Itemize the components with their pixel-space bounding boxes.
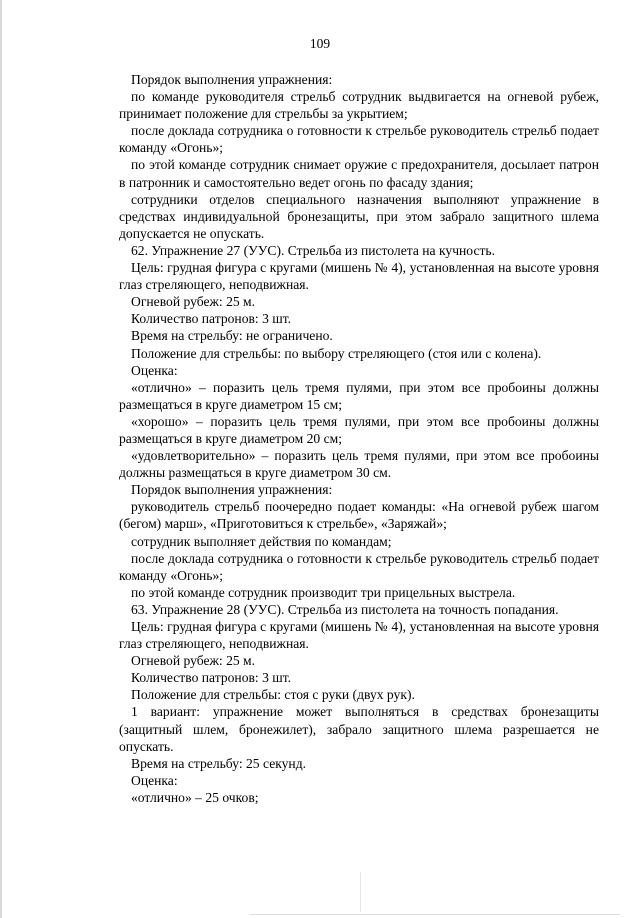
paragraph: после доклада сотрудника о готовности к стрельбе руководитель стрельб подает команду «Огонь»; <box>119 550 599 583</box>
paragraph: по этой команде сотрудник снимает оружие с предохранителя, досылает патрон в патронник и самостоятельно ведет огонь по фасаду здания; <box>119 157 599 190</box>
page-number: 109 <box>309 36 331 51</box>
paragraph: Цель: грудная фигура с кругами (мишень № 4), установленная на высоте уровня глаз стреляющего, неподвижная. <box>119 619 599 652</box>
paragraph: Количество патронов: 3 шт. <box>131 670 292 686</box>
scan-artifact <box>250 914 620 915</box>
section-heading: 63. Упражнение 28 (УУС). Стрельба из пистолета на точность попадания. <box>131 601 559 617</box>
paragraph: Время на стрельбу: не ограничено. <box>131 328 333 344</box>
paragraph: «удовлетворительно» – поразить цель тремя пулями, при этом все пробоины должны размещаться в круге диаметром 30 см. <box>119 448 599 481</box>
paragraph: Порядок выполнения упражнения: <box>131 482 333 498</box>
paragraph: Цель: грудная фигура с кругами (мишень № 4), установленная на высоте уровня глаз стреляющего, неподвижная. <box>119 260 599 293</box>
paragraph: Порядок выполнения упражнения: <box>131 72 333 87</box>
paragraph: 1 вариант: упражнение может выполняться в средствах бронезащиты (защитный шлем, бронежилет), забрало защитного шлема разрешается не опускать. <box>119 704 599 754</box>
scan-artifact <box>360 872 361 912</box>
paragraph: «отлично» – 25 очков; <box>131 789 259 805</box>
scan-edge <box>0 0 2 918</box>
paragraph: после доклада сотрудника о готовности к стрельбе руководитель стрельб подает команду «Огонь»; <box>119 123 599 156</box>
paragraph: по команде руководителя стрельб сотрудник выдвигается на огневой рубеж, принимает положение для стрельбы за укрытием; <box>119 89 599 122</box>
paragraph: сотрудник выполняет действия по командам; <box>131 533 392 549</box>
paragraph: Положение для стрельбы: стоя с руки (двух рук). <box>131 687 415 703</box>
paragraph: Оценка: <box>131 362 178 378</box>
paragraph: Огневой рубеж: 25 м. <box>131 294 256 310</box>
paragraph: «отлично» – поразить цель тремя пулями, при этом все пробоины должны размещаться в круге диаметром 15 см; <box>119 379 599 412</box>
paragraph: Положение для стрельбы: по выбору стреляющего (стоя или с колена). <box>131 345 542 361</box>
paragraph: Время на стрельбу: 25 секунд. <box>131 755 307 771</box>
paragraph: руководитель стрельб поочередно подает команды: «На огневой рубеж шагом (бегом) марш», «Приготовиться к стрельбе», «Заряжай»; <box>119 499 599 532</box>
section-heading: 62. Упражнение 27 (УУС). Стрельба из пистолета на кучность. <box>131 242 496 258</box>
paragraph: «хорошо» – поразить цель тремя пулями, при этом все пробоины должны размещаться в круге диаметром 20 см; <box>119 413 599 446</box>
paragraph: Количество патронов: 3 шт. <box>131 311 292 327</box>
paragraph: по этой команде сотрудник производит три прицельных выстрела. <box>131 584 516 600</box>
paragraph: Оценка: <box>131 772 178 788</box>
paragraph: Огневой рубеж: 25 м. <box>131 653 256 669</box>
document-body <box>119 71 599 806</box>
paragraph: сотрудники отделов специального назначения выполняют упражнение в средствах индивидуальной бронезащиты, при этом забрало защитного шлема допускается не опускать. <box>119 191 599 241</box>
